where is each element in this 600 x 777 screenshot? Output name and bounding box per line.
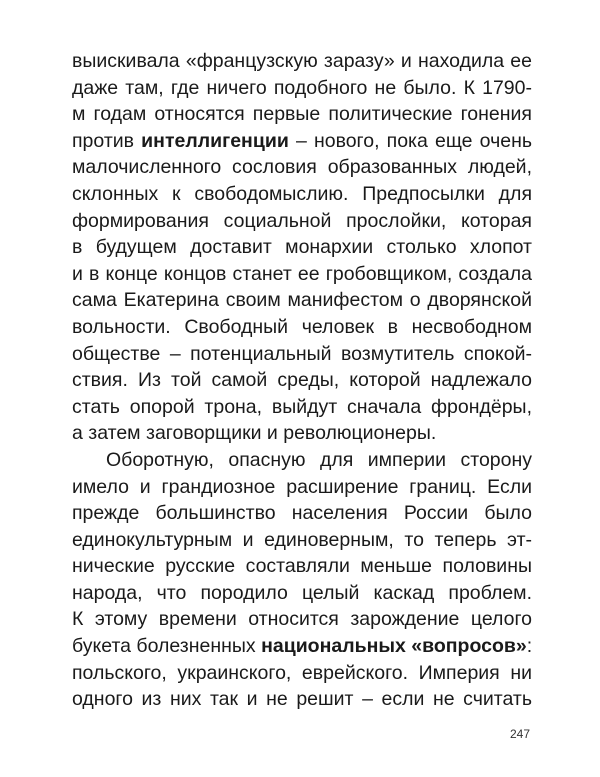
text-line: малочисленного сословия образованных людей, <box>72 156 532 179</box>
text-line: народа, что породило целый каскад проблем. <box>72 581 532 604</box>
body-text <box>72 48 532 713</box>
text-line: польского, украинского, еврейского. Империя ни <box>72 661 532 684</box>
text-line <box>72 128 532 155</box>
text-line <box>72 633 532 660</box>
text-line: даже там, где ничего подобного не было. К 1790- <box>72 76 532 99</box>
text-line: Оборотную, опасную для империи сторону <box>106 448 532 471</box>
text-line: К этому времени относится зарождение целого <box>72 608 532 631</box>
text-fragment: букета болезненных <box>72 635 256 658</box>
text-fragment: против <box>72 129 135 152</box>
text-line: а затем заговорщики и революционеры. <box>72 422 437 445</box>
text-fragment: : <box>526 635 533 658</box>
text-line: м годам относятся первые политические гонения <box>72 103 532 126</box>
text-line: в будущем доставит монархии столько хлопот <box>72 236 532 259</box>
text-line: сама Екатерина своим манифестом о дворянской <box>72 289 532 312</box>
term-intelligentsia: интеллигенции <box>141 129 289 152</box>
text-line: и в конце концов станет ее гробовщиком, создала <box>72 262 532 285</box>
text-line: прежде большинство населения России было <box>72 502 532 525</box>
text-line: стать опорой трона, выйдут сначала фрондёры, <box>72 395 532 418</box>
text-line: выискивала «французскую заразу» и находила ее <box>72 50 532 72</box>
text-line: единокультурным и единоверным, то теперь эт- <box>72 528 532 551</box>
page-number: 247 <box>509 727 530 741</box>
term-national-questions: национальных «вопросов» <box>261 635 527 658</box>
text-line: склонных к свободомыслию. Предпосылки для <box>72 182 532 205</box>
text-fragment: – нового, пока еще очень <box>295 129 533 152</box>
text-line: обществе – потенциальный возмутитель спокой- <box>72 342 532 365</box>
text-line: вольности. Свободный человек в несвободном <box>72 315 532 338</box>
text-line: одного из них так и не решит – если не считать <box>72 688 532 711</box>
text-line: имело и грандиозное расширение границ. Если <box>72 475 532 498</box>
text-line: формирования социальной прослойки, которая <box>72 209 532 232</box>
text-line: нические русские составляли меньше половины <box>72 555 532 578</box>
text-line: ствия. Из той самой среды, которой надлежало <box>72 369 532 392</box>
